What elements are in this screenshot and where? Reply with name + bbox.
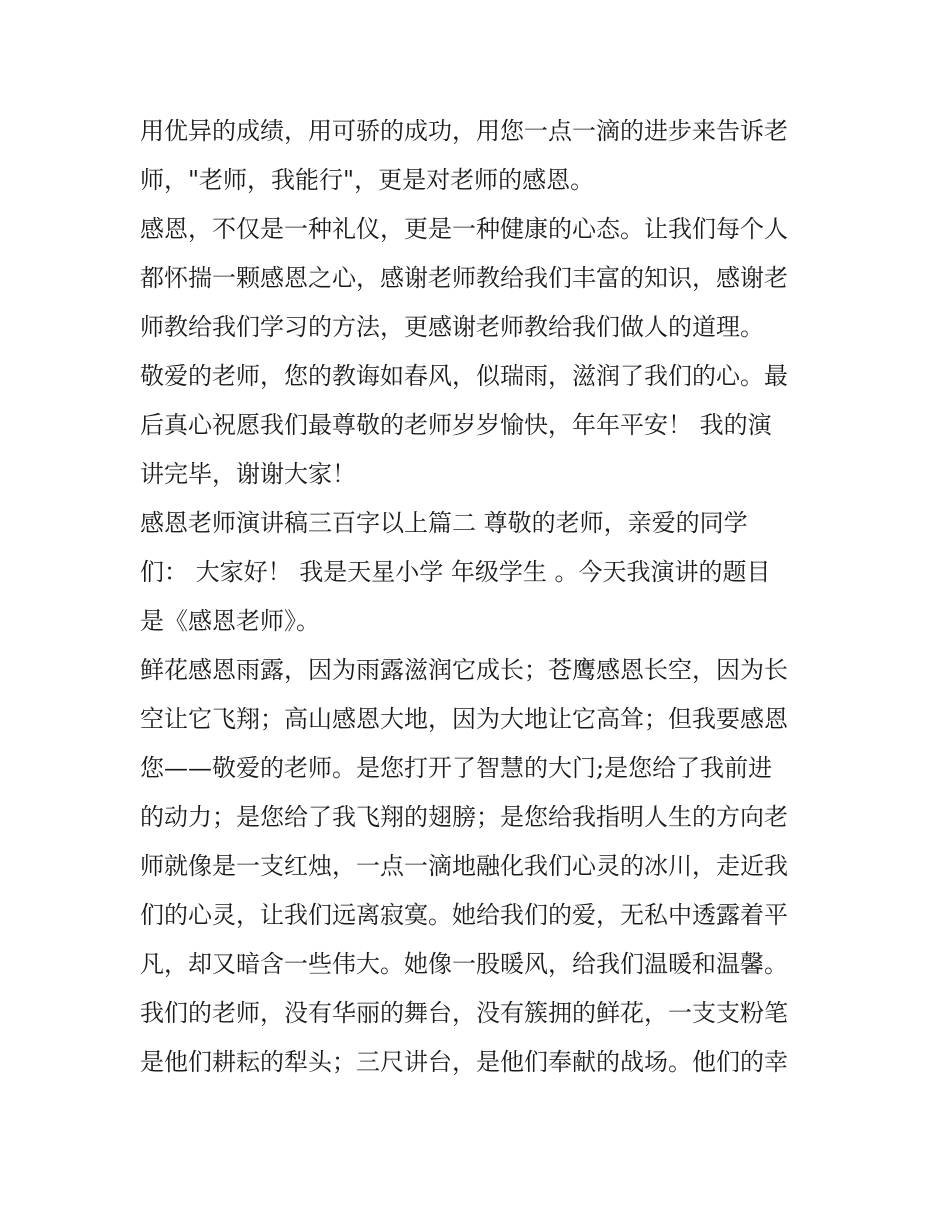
text-line: 您——敬爱的老师。是您打开了智慧的大门;是您给了我前进 <box>140 754 773 782</box>
text-line: 师，"老师，我能行"，更是对老师的感恩。 <box>140 166 595 194</box>
text-line: 感恩老师演讲稿三百字以上篇二 尊敬的老师，亲爱的同学 <box>140 509 748 537</box>
text-line: 是他们耕耘的犁头；三尺讲台，是他们奉献的战场。他们的幸 <box>140 1048 788 1076</box>
text-line: 讲完毕，谢谢大家！ <box>140 460 356 488</box>
text-line: 后真心祝愿我们最尊敬的老师岁岁愉快，年年平安！ 我的演 <box>140 411 772 439</box>
text-line: 师教给我们学习的方法，更感谢老师教给我们做人的道理。 <box>140 313 764 341</box>
text-line: 空让它飞翔；高山感恩大地，因为大地让它高耸；但我要感恩 <box>140 705 788 733</box>
text-line: 们： 大家好！ 我是天星小学 年级学生 。今天我演讲的题目 <box>140 558 771 586</box>
text-line: 们的心灵，让我们远离寂寞。她给我们的爱，无私中透露着平 <box>140 901 788 929</box>
text-line: 师就像是一支红烛，一点一滴地融化我们心灵的冰川，走近我 <box>140 852 788 880</box>
text-line: 是《感恩老师》。 <box>140 607 320 635</box>
text-line: 都怀揣一颗感恩之心，感谢老师教给我们丰富的知识，感谢老 <box>140 264 788 292</box>
body-text <box>140 107 820 1087</box>
text-line: 感恩，不仅是一种礼仪，更是一种健康的心态。让我们每个人 <box>140 215 788 243</box>
text-line: 我们的老师，没有华丽的舞台，没有簇拥的鲜花，一支支粉笔 <box>140 999 788 1027</box>
text-line: 的动力；是您给了我飞翔的翅膀；是您给我指明人生的方向老 <box>140 803 788 831</box>
text-line: 用优异的成绩，用可骄的成功，用您一点一滴的进步来告诉老 <box>140 117 788 145</box>
text-line: 鲜花感恩雨露，因为雨露滋润它成长；苍鹰感恩长空，因为长 <box>140 656 788 684</box>
text-line: 凡，却又暗含一些伟大。她像一股暖风，给我们温暖和温馨。 <box>140 950 788 978</box>
text-line: 敬爱的老师，您的教诲如春风，似瑞雨，滋润了我们的心。最 <box>140 362 788 390</box>
